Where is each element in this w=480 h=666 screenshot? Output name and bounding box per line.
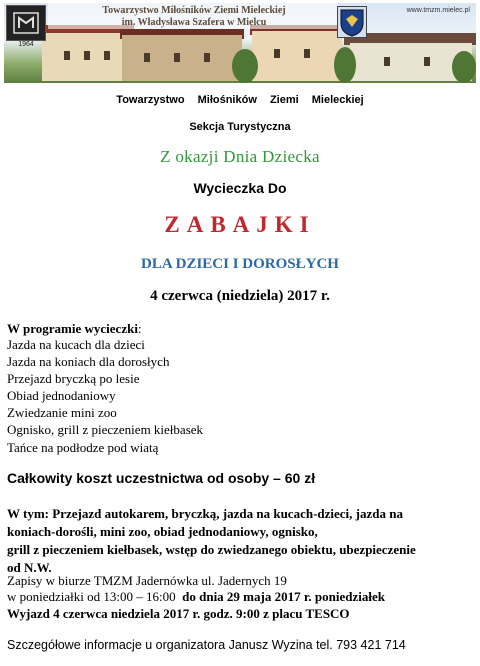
trip-heading: Wycieczka Do bbox=[193, 180, 287, 196]
program-heading bbox=[7, 321, 142, 337]
window bbox=[274, 49, 280, 58]
society-logo-year: 1964 bbox=[18, 41, 34, 48]
window bbox=[104, 51, 110, 60]
includes-line: od N.W. bbox=[7, 560, 52, 575]
manor-building bbox=[122, 35, 242, 81]
signup-deadline: do dnia 29 maja 2017 r. poniedziałek bbox=[182, 589, 385, 604]
destination-title: ZABAJKI bbox=[164, 212, 316, 237]
audience-heading: DLA DZIECI I DOROSŁYCH bbox=[141, 256, 339, 272]
includes-line: W tym: Przejazd autokarem, bryczką, jazda na kucach-dzieci, jazda na bbox=[7, 506, 403, 521]
contact-details: Szczegółowe informacje u organizatora Janusz Wyzina tel. 793 421 714 bbox=[7, 638, 406, 652]
manor-building bbox=[252, 31, 342, 81]
header-banner bbox=[4, 3, 476, 83]
list-item: Obiad jednodaniowy bbox=[7, 388, 116, 404]
list-item: Przejazd bryczką po lesie bbox=[7, 371, 140, 387]
departure-info: Wyjazd 4 czerwca niedziela 2017 r. godz. 9:00 z placu TESCO bbox=[7, 606, 350, 621]
includes-line: grill z pieczeniem kiełbasek, wstęp do zwiedzanego obiektu, ubezpieczenie bbox=[7, 542, 416, 557]
list-item: Jazda na koniach dla dorosłych bbox=[7, 354, 170, 370]
cost-includes bbox=[7, 505, 416, 577]
website-address: www.tmzm.mielec.pl bbox=[406, 7, 470, 14]
program-list bbox=[7, 336, 203, 456]
window bbox=[64, 51, 70, 60]
coat-of-arms-icon bbox=[338, 7, 366, 37]
list-item: Jazda na kucach dla dzieci bbox=[7, 337, 145, 352]
occasion-heading: Z okazji Dnia Dziecka bbox=[160, 147, 320, 166]
organization-name: Towarzystwo Miłośników Ziemi Mieleckiej bbox=[116, 94, 364, 106]
window bbox=[384, 57, 390, 66]
society-logo bbox=[6, 5, 46, 41]
list-item: Tańce na podłodze pod wiatą bbox=[7, 439, 159, 455]
banner-society-name: Towarzystwo Miłośników Ziemi Mieleckiej bbox=[102, 5, 286, 16]
window bbox=[174, 53, 180, 62]
window bbox=[84, 51, 90, 60]
signup-info: Zapisy w biurze TMZM Jadernówka ul. Jadernych 19 bbox=[7, 573, 287, 588]
society-logo-icon bbox=[11, 10, 41, 36]
signup-hours-text: w poniedziałki od 13:00 – 16:00 bbox=[7, 589, 183, 604]
banner-society-patron: im. Władysława Szafera w Mielcu bbox=[121, 17, 267, 28]
tree bbox=[452, 51, 476, 83]
tree bbox=[334, 47, 356, 83]
trip-date: 4 czerwca (niedziela) 2017 r. bbox=[150, 288, 330, 304]
window bbox=[144, 53, 150, 62]
window bbox=[424, 57, 430, 66]
list-item: Ognisko, grill z pieczeniem kiełbasek bbox=[7, 422, 204, 438]
town-coat-of-arms bbox=[337, 6, 367, 38]
signup-hours bbox=[7, 589, 385, 605]
section-name: Sekcja Turystyczna bbox=[189, 121, 291, 133]
includes-line: koniach-dorośli, mini zoo, obiad jednodaniowy, ognisko, bbox=[7, 524, 318, 539]
window bbox=[204, 53, 210, 62]
window bbox=[304, 49, 310, 58]
tree bbox=[232, 49, 258, 83]
total-cost: Całkowity koszt uczestnictwa od osoby – 60 zł bbox=[7, 470, 316, 486]
program-heading-colon: : bbox=[137, 321, 142, 336]
program-heading-text: W programie wycieczki bbox=[7, 321, 138, 336]
list-item: Zwiedzanie mini zoo bbox=[7, 405, 117, 421]
